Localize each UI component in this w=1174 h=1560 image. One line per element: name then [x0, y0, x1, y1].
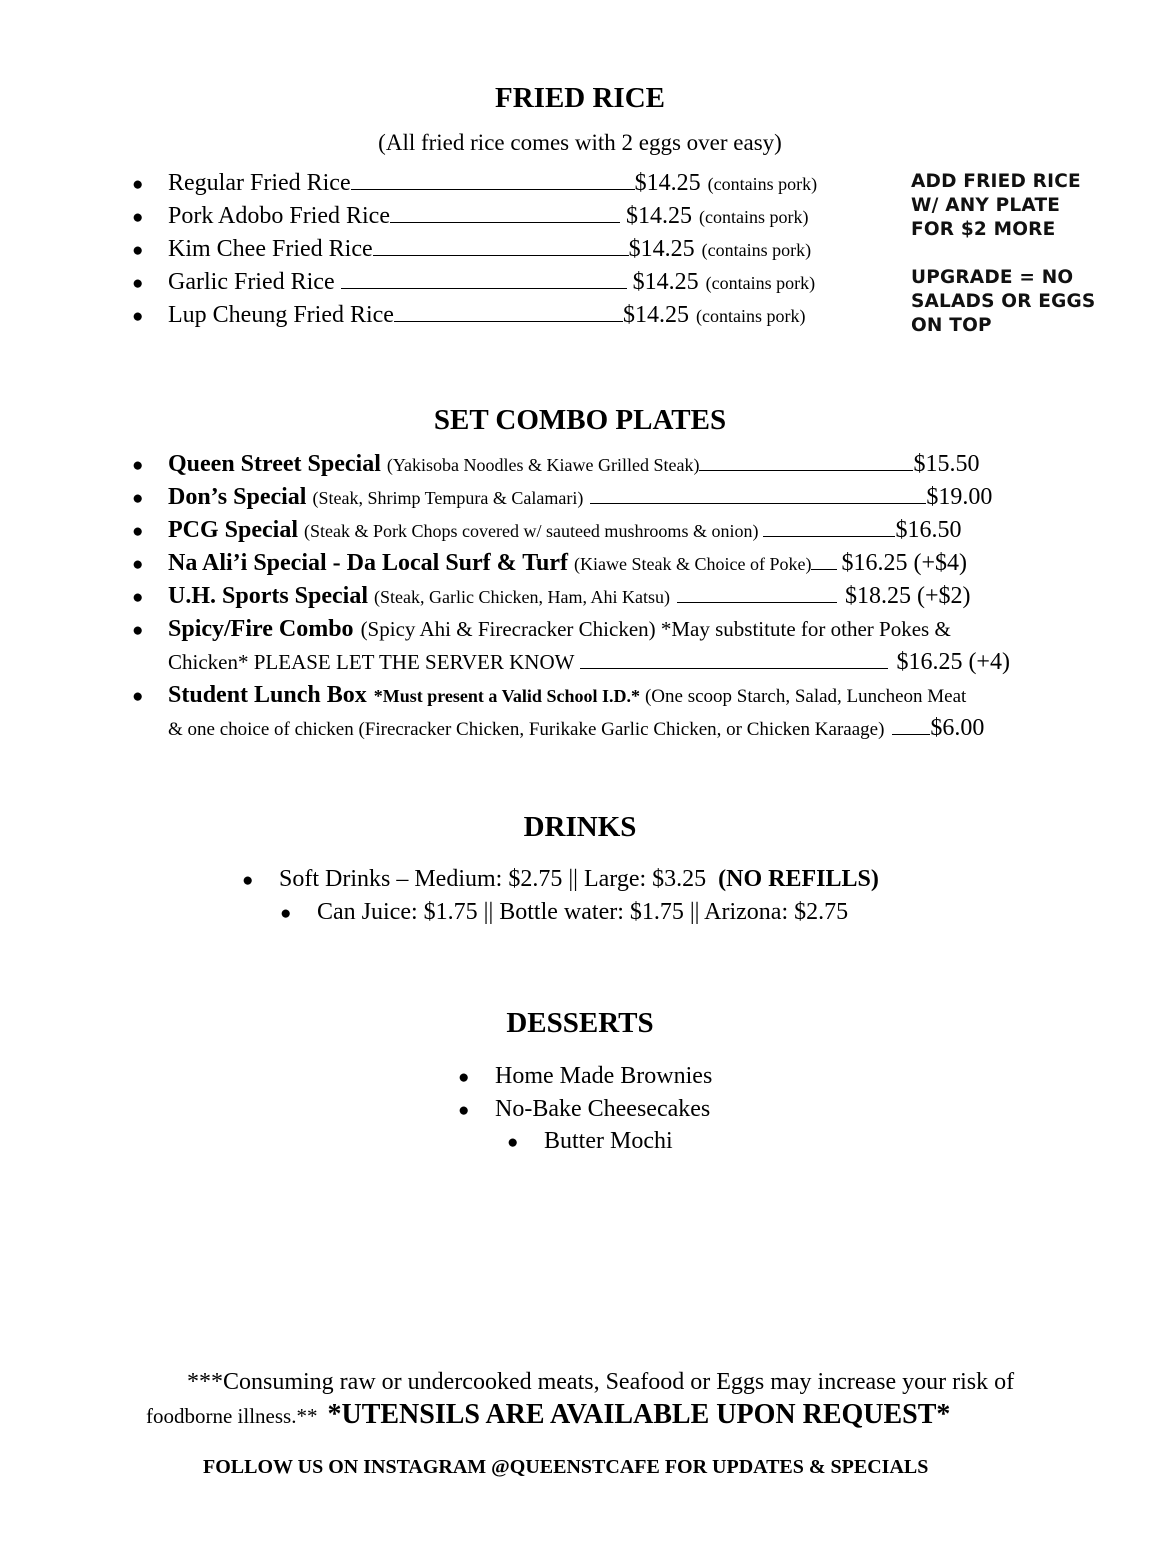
list-item [132, 682, 1072, 715]
bullet-icon: ● [242, 870, 254, 891]
item-desc: (Kiawe Steak & Choice of Poke) [574, 554, 812, 574]
item-price: $14.25 [626, 203, 692, 229]
list-item [132, 302, 817, 335]
leader-line [341, 287, 627, 289]
item-price: $19.00 [926, 484, 993, 510]
leader-line [394, 320, 623, 322]
item-desc-continued: Chicken* PLEASE LET THE SERVER KNOW [168, 650, 575, 674]
item-name: Regular Fried Rice [168, 170, 351, 196]
dessert-name: Home Made Brownies [495, 1063, 713, 1089]
leader-line [373, 254, 629, 256]
item-desc: (One scoop Starch, Salad, Luncheon Meat [644, 686, 967, 707]
bullet-icon: ● [132, 207, 144, 228]
item-price: $16.25 (+4) [896, 649, 1010, 675]
leader-line [580, 667, 888, 669]
list-item [132, 170, 817, 203]
bullet-icon: ● [507, 1132, 519, 1153]
item-note: (contains pork) [701, 240, 812, 260]
soft-drinks-text: Soft Drinks – Medium: $2.75 || Large: $3.25 [279, 866, 707, 892]
item-name: Spicy/Fire Combo [168, 616, 354, 642]
leader-line [351, 188, 635, 190]
list-item [132, 616, 1072, 649]
juice-water-text: Can Juice: $1.75 || Bottle water: $1.75 || Arizona: $2.75 [317, 899, 849, 925]
item-price: $14.25 [634, 170, 701, 196]
leader-line [892, 733, 930, 735]
fried-rice-heading: FRIED RICE [495, 82, 665, 114]
bullet-icon: ● [132, 521, 144, 542]
bullet-icon: ● [132, 306, 144, 327]
dessert-item [507, 1128, 673, 1155]
item-name: U.H. Sports Special [168, 583, 369, 609]
instagram-follow: FOLLOW US ON INSTAGRAM @QUEENSTCAFE FOR UPDATES & SPECIALS [203, 1456, 929, 1478]
item-price: $16.50 [895, 517, 962, 543]
item-desc: (Steak, Garlic Chicken, Ham, Ahi Katsu) [374, 587, 670, 607]
drinks-heading: DRINKS [523, 811, 637, 843]
list-item-continuation [132, 649, 1072, 682]
bullet-icon: ● [132, 620, 144, 641]
item-name: Pork Adobo Fried Rice [168, 203, 390, 229]
list-item-continuation [132, 715, 1072, 748]
item-note: (contains pork) [707, 174, 818, 194]
item-name: Kim Chee Fried Rice [168, 236, 373, 262]
list-item [132, 269, 817, 302]
leader-line [677, 601, 837, 603]
item-name: PCG Special [168, 517, 298, 543]
utensils-notice: *UTENSILS ARE AVAILABLE UPON REQUEST* [327, 1399, 951, 1430]
item-desc: (Steak & Pork Chops covered w/ sauteed mushrooms & onion) [304, 521, 759, 541]
fried-rice-list [132, 170, 817, 335]
foodborne-text: foodborne illness.** [146, 1404, 318, 1428]
list-item [132, 203, 817, 236]
item-name: Queen Street Special [168, 451, 381, 477]
bullet-icon: ● [458, 1067, 470, 1088]
item-desc: (Steak, Shrimp Tempura & Calamari) [312, 488, 584, 508]
dessert-name: Butter Mochi [544, 1128, 673, 1154]
list-item [132, 583, 1072, 616]
item-note: (contains pork) [699, 207, 809, 227]
drinks-line-2 [280, 899, 848, 926]
bullet-icon: ● [458, 1100, 470, 1121]
list-item [132, 451, 1072, 484]
dessert-name: No-Bake Cheesecakes [495, 1096, 711, 1122]
list-item [132, 484, 1072, 517]
bullet-icon: ● [132, 273, 144, 294]
item-desc: (Spicy Ahi & Firecracker Chicken) *May substitute for other Pokes & [360, 617, 951, 641]
drinks-line-1 [242, 866, 879, 893]
bullet-icon: ● [132, 240, 144, 261]
item-note: (contains pork) [705, 273, 816, 293]
item-price: $14.25 [622, 302, 689, 328]
leader-line [699, 469, 913, 471]
food-safety-warning: ***Consuming raw or undercooked meats, Seafood or Eggs may increase your risk of [187, 1369, 1015, 1395]
item-name: Lup Cheung Fried Rice [168, 302, 394, 328]
bullet-icon: ● [280, 903, 292, 924]
item-price: $14.25 [628, 236, 695, 262]
item-desc: (Yakisoba Noodles & Kiawe Grilled Steak) [386, 455, 700, 475]
upgrade-note: UPGRADE = NO SALADS OR EGGS ON TOP [911, 267, 1096, 336]
item-price: $16.25 (+$4) [841, 550, 967, 576]
bullet-icon: ● [132, 686, 144, 707]
item-price: $18.25 (+$2) [844, 583, 971, 609]
bullet-icon: ● [132, 174, 144, 195]
bullet-icon: ● [132, 587, 144, 608]
add-fried-rice-note: ADD FRIED RICE W/ ANY PLATE FOR $2 MORE [911, 171, 1081, 240]
item-price: $15.50 [913, 451, 980, 477]
item-name: Student Lunch Box [168, 682, 367, 708]
dessert-item [458, 1096, 710, 1123]
leader-line [811, 568, 837, 570]
item-name: Na Ali’i Special - Da Local Surf & Turf [168, 550, 569, 576]
list-item [132, 236, 817, 269]
item-price: $14.25 [632, 269, 699, 295]
item-desc-continued: & one choice of chicken (Firecracker Chicken, Furikake Garlic Chicken, or Chicken Karaage) [168, 719, 885, 740]
leader-line [390, 221, 620, 223]
leader-line [590, 502, 926, 504]
bullet-icon: ● [132, 488, 144, 509]
bullet-icon: ● [132, 455, 144, 476]
fried-rice-subtitle: (All fried rice comes with 2 eggs over easy) [378, 130, 782, 155]
desserts-heading: DESSERTS [506, 1007, 654, 1039]
bullet-icon: ● [132, 554, 144, 575]
dessert-item [458, 1063, 712, 1090]
combo-list [132, 451, 1072, 748]
item-price: $6.00 [930, 715, 985, 741]
id-requirement: *Must present a Valid School I.D.* [373, 686, 640, 706]
item-note: (contains pork) [695, 306, 806, 326]
item-name: Garlic Fried Rice [168, 269, 335, 295]
list-item [132, 550, 1072, 583]
list-item [132, 517, 1072, 550]
leader-line [763, 535, 895, 537]
item-name: Don’s Special [168, 484, 307, 510]
food-safety-warning-line-2 [146, 1399, 950, 1431]
no-refills-text: (NO REFILLS) [718, 866, 879, 892]
combo-heading: SET COMBO PLATES [433, 404, 727, 436]
